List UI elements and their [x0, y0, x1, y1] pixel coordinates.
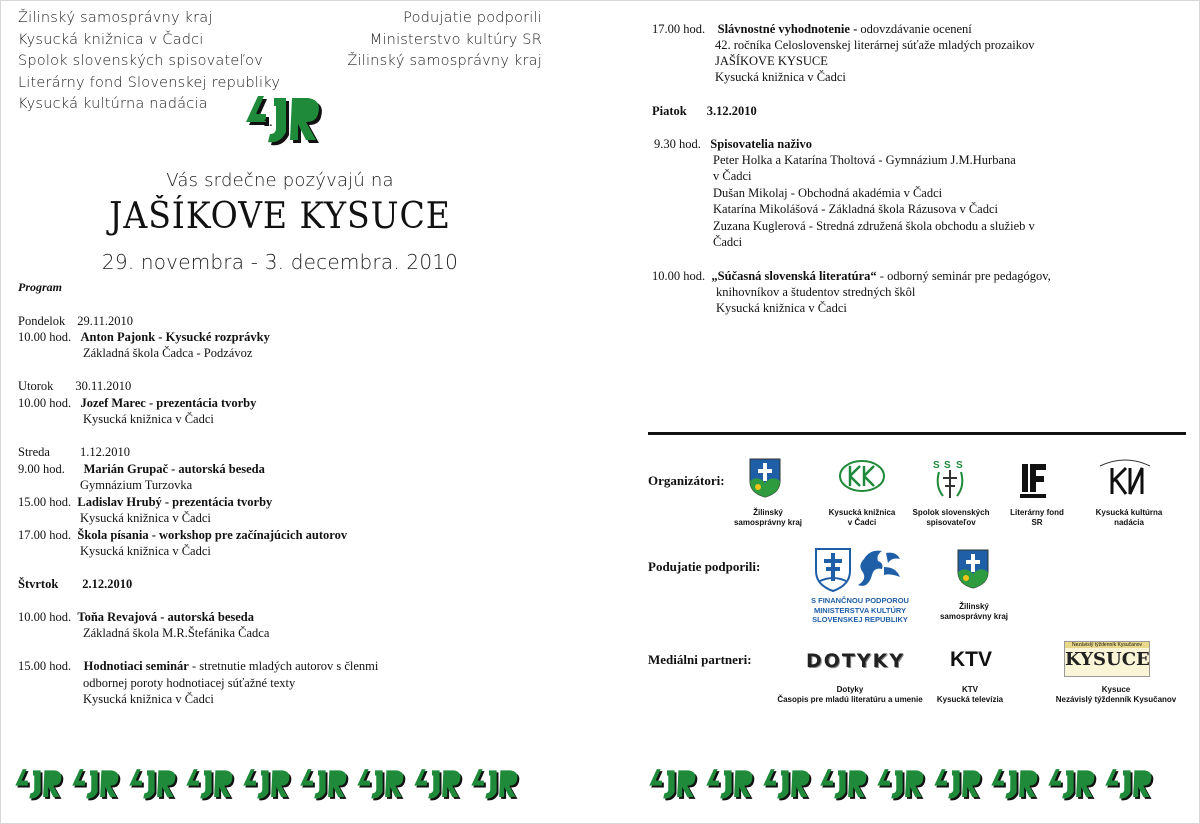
caption-line: Kysuce: [1101, 685, 1131, 694]
organizer-line: Literárny fond Slovenskej republiky: [18, 74, 281, 91]
supporter-line: Ministerstvo kultúry SR: [369, 31, 542, 48]
event-time: 10.00 hod.: [652, 269, 706, 283]
svg-text:2.: 2.: [264, 118, 273, 129]
section-divider: [648, 432, 1186, 435]
day-name: Pondelok: [18, 314, 66, 328]
event-detail-line: knihovníkov a študentov stredných škôl: [716, 285, 916, 299]
day-name: Streda: [18, 445, 50, 459]
caption-line: Žilinský: [959, 602, 989, 611]
event-time: 17.00 hod.: [652, 22, 706, 36]
event-item: [18, 609, 254, 626]
library-logo-icon: [838, 458, 886, 494]
invitation-line: Vás srdečne pozývajú na: [166, 170, 394, 191]
festival-logo-icon: [762, 762, 819, 808]
event-title-text: Škola písania - workshop pre začínajúcich autorov: [77, 528, 348, 542]
caption-line: nadácia: [1114, 517, 1144, 527]
event-place: Kysucká knižnica v Čadci: [80, 511, 211, 525]
caption-line: Literárny fond: [1010, 508, 1064, 517]
day-name: Štvrtok: [18, 577, 59, 591]
decorative-logo-strip: [648, 762, 1161, 810]
svg-text:S: S: [944, 460, 951, 471]
caption-line: Kysucká knižnica: [828, 508, 896, 517]
caption-line: Žilinský: [753, 508, 783, 517]
event-detail-line: Peter Holka a Katarína Tholtová - Gymnázium J.M.Hurbana: [713, 153, 1016, 167]
event-item: [18, 658, 378, 675]
event-item: [652, 268, 1051, 285]
org-caption: [998, 508, 1076, 527]
event-detail-line: JAŠÍKOVE KYSUCE: [715, 54, 828, 68]
ministry-caption: [796, 596, 924, 625]
event-title-text: Hodnotiaci seminár: [83, 659, 189, 673]
event-place: Kysucká knižnica v Čadci: [83, 692, 214, 706]
event-item: [652, 21, 972, 38]
event-item: [18, 527, 347, 544]
event-detail-line: 42. ročníka Celoslovenskej literárnej súťaže mladých prozaikov: [715, 38, 1035, 52]
event-time: 15.00 hod.: [18, 659, 72, 673]
event-title-text: Slávnostné vyhodnotenie -: [717, 22, 858, 36]
ministry-of-culture-logo-icon: [812, 545, 906, 593]
media-caption: [930, 685, 1010, 704]
event-item: [18, 494, 272, 511]
festival-logo-icon: [705, 762, 762, 808]
caption-line: v Čadci: [847, 517, 877, 527]
decorative-logo-strip: [14, 762, 527, 810]
day-name: Utorok: [18, 379, 54, 393]
event-item: [654, 136, 812, 153]
event-title: JAŠÍKOVE KYSUCE: [109, 196, 451, 237]
supported-label: Podujatie podporili:: [648, 559, 761, 574]
supporters-list: [347, 8, 542, 73]
program-heading: Program: [18, 280, 63, 294]
caption-line: SR: [1031, 517, 1043, 527]
svg-text:S: S: [956, 460, 963, 471]
event-place: Kysucká knižnica v Čadci: [716, 301, 847, 315]
event-title-text: Ladislav Hrubý - prezentácia tvorby: [77, 495, 273, 509]
event-place: Kysucká knižnica v Čadci: [83, 412, 214, 426]
event-time: 10.00 hod.: [18, 396, 72, 410]
kysuce-logo: [1064, 641, 1150, 677]
caption-line: spisovateľov: [926, 517, 976, 527]
caption-line: MINISTERSTVA KULTÚRY: [813, 605, 907, 615]
organizer-line: Spolok slovenských spisovateľov: [18, 53, 264, 69]
festival-logo-icon: [413, 762, 470, 808]
event-time: 10.00 hod.: [18, 330, 72, 344]
event-place: Gymnázium Turzovka: [80, 478, 193, 492]
event-place: Kysucká knižnica v Čadci: [715, 70, 846, 84]
festival-logo-icon: [299, 762, 356, 808]
event-place: Kysucká knižnica v Čadci: [80, 544, 211, 558]
kysuce-tagline: Nezávislý týždenník Kysučanov: [1065, 642, 1149, 648]
event-detail-line: Zuzana Kuglerová - Stredná združená škola obchodu a služieb v: [713, 219, 1035, 233]
event-detail: - stretnutie mladých autorov s členmi: [188, 659, 379, 673]
dotyky-logo: DOTYKY: [806, 650, 906, 672]
festival-logo-icon: [185, 762, 242, 808]
media-label: Mediálni partneri:: [648, 652, 752, 667]
day-date: 3.12.2010: [706, 104, 757, 118]
ktv-logo: KTV: [950, 648, 992, 671]
caption-line: samosprávny kraj: [939, 611, 1009, 621]
festival-logo-icon: [648, 762, 705, 808]
event-title-text: Anton Pajonk - Kysucké rozprávky: [80, 330, 270, 344]
organizers-list: [18, 8, 280, 116]
day-date: 30.11.2010: [75, 379, 132, 393]
festival-logo-icon: [1104, 762, 1161, 808]
event-detail-line: odbornej poroty hodnotiacej súťažné texty: [83, 676, 296, 690]
event-item: [18, 461, 265, 478]
festival-logo-icon: [244, 92, 334, 150]
event-dates: 29. novembra - 3. decembra. 2010: [101, 250, 459, 274]
festival-logo-icon: [14, 762, 71, 808]
media-caption: [1054, 685, 1178, 704]
org-caption: [822, 508, 902, 527]
festival-logo-icon: [819, 762, 876, 808]
event-detail-line: v Čadci: [713, 169, 752, 183]
event-title-text: Toňa Revajová - autorská beseda: [77, 610, 255, 624]
organizers-label: Organizátori:: [648, 473, 725, 488]
day-header-thursday: [18, 576, 132, 593]
event-title-text: Spisovatelia naživo: [710, 137, 812, 151]
day-header-monday: [18, 313, 133, 330]
festival-logo-icon: [990, 762, 1047, 808]
event-item: [18, 395, 256, 412]
day-date: 29.11.2010: [77, 314, 134, 328]
caption-line: Spolok slovenských: [912, 508, 990, 517]
event-detail-line: Dušan Mikolaj - Obchodná akadémia v Čadci: [713, 186, 943, 200]
organizer-line: Žilinský samosprávny kraj: [18, 10, 213, 26]
event-item: [18, 329, 270, 346]
festival-logo-icon: [1047, 762, 1104, 808]
org-caption: [728, 508, 808, 527]
org-caption: [1086, 508, 1172, 527]
festival-logo-icon: [356, 762, 413, 808]
caption-line: SLOVENSKEJ REPUBLIKY: [812, 615, 908, 624]
caption-line: Nezávislý týždenník Kysučanov: [1055, 694, 1177, 704]
svg-text:S: S: [933, 460, 940, 471]
event-time: 9.00 hod.: [18, 462, 65, 476]
literary-fund-logo-icon: [1018, 462, 1048, 500]
event-time: 9.30 hod.: [654, 137, 701, 151]
caption-line: samosprávny kraj: [733, 517, 803, 527]
event-time: 17.00 hod.: [18, 528, 72, 542]
festival-logo-icon: [470, 762, 527, 808]
supporter-line: Podujatie podporili: [403, 10, 542, 26]
organizer-line: Kysucká knižnica v Čadci: [18, 31, 204, 48]
caption-line: KTV: [962, 685, 978, 694]
festival-logo-icon: [128, 762, 185, 808]
zsk-coat-of-arms-icon: [956, 548, 990, 590]
cultural-foundation-logo-icon: [1094, 456, 1156, 498]
day-header-friday: [652, 103, 757, 120]
zsk-caption: [932, 602, 1016, 621]
day-header-tuesday: [18, 378, 131, 395]
caption-line: S FINANČNOU PODPOROU: [811, 596, 909, 605]
org-caption: [905, 508, 997, 527]
event-place: Základná škola M.R.Štefánika Čadca: [83, 626, 270, 640]
caption-line: Dotyky: [836, 685, 864, 694]
festival-logo-icon: [242, 762, 299, 808]
day-date: 2.12.2010: [82, 577, 133, 591]
caption-line: Časopis pre mladú literatúru a umenie: [777, 694, 923, 704]
zsk-coat-of-arms-icon: [748, 457, 782, 499]
event-title-text: Marián Grupač - autorská beseda: [83, 462, 265, 476]
event-time: 15.00 hod.: [18, 495, 72, 509]
event-detail-line: Katarína Mikolášová - Základná škola Rázusova v Čadci: [713, 202, 998, 216]
day-name: Piatok: [652, 104, 687, 118]
festival-logo-icon: [71, 762, 128, 808]
supporter-line: Žilinský samosprávny kraj: [347, 53, 542, 69]
media-caption: [774, 685, 926, 704]
event-title-text: Jozef Marec - prezentácia tvorby: [80, 396, 257, 410]
festival-logo-icon: [876, 762, 933, 808]
caption-line: Kysucká televízia: [936, 694, 1004, 704]
organizer-line: Kysucká kultúrna nadácia: [18, 96, 208, 112]
festival-logo-icon: [933, 762, 990, 808]
caption-line: Kysucká kultúrna: [1095, 508, 1163, 517]
kysuce-wordmark: KYSUCE: [1065, 649, 1150, 670]
event-place: Základná škola Čadca - Podzávoz: [83, 346, 253, 360]
writers-society-logo-icon: [933, 458, 967, 502]
right-page: [600, 0, 1200, 824]
event-detail: odovzdávanie ocenení: [857, 22, 972, 36]
event-time: 10.00 hod.: [18, 610, 72, 624]
event-detail-line: Čadci: [713, 235, 743, 249]
day-date: 1.12.2010: [79, 445, 130, 459]
day-header-wednesday: [18, 444, 130, 461]
event-detail: - odborný seminár pre pedagógov,: [876, 269, 1051, 283]
event-title-text: „Súčasná slovenská literatúra“: [711, 269, 877, 283]
